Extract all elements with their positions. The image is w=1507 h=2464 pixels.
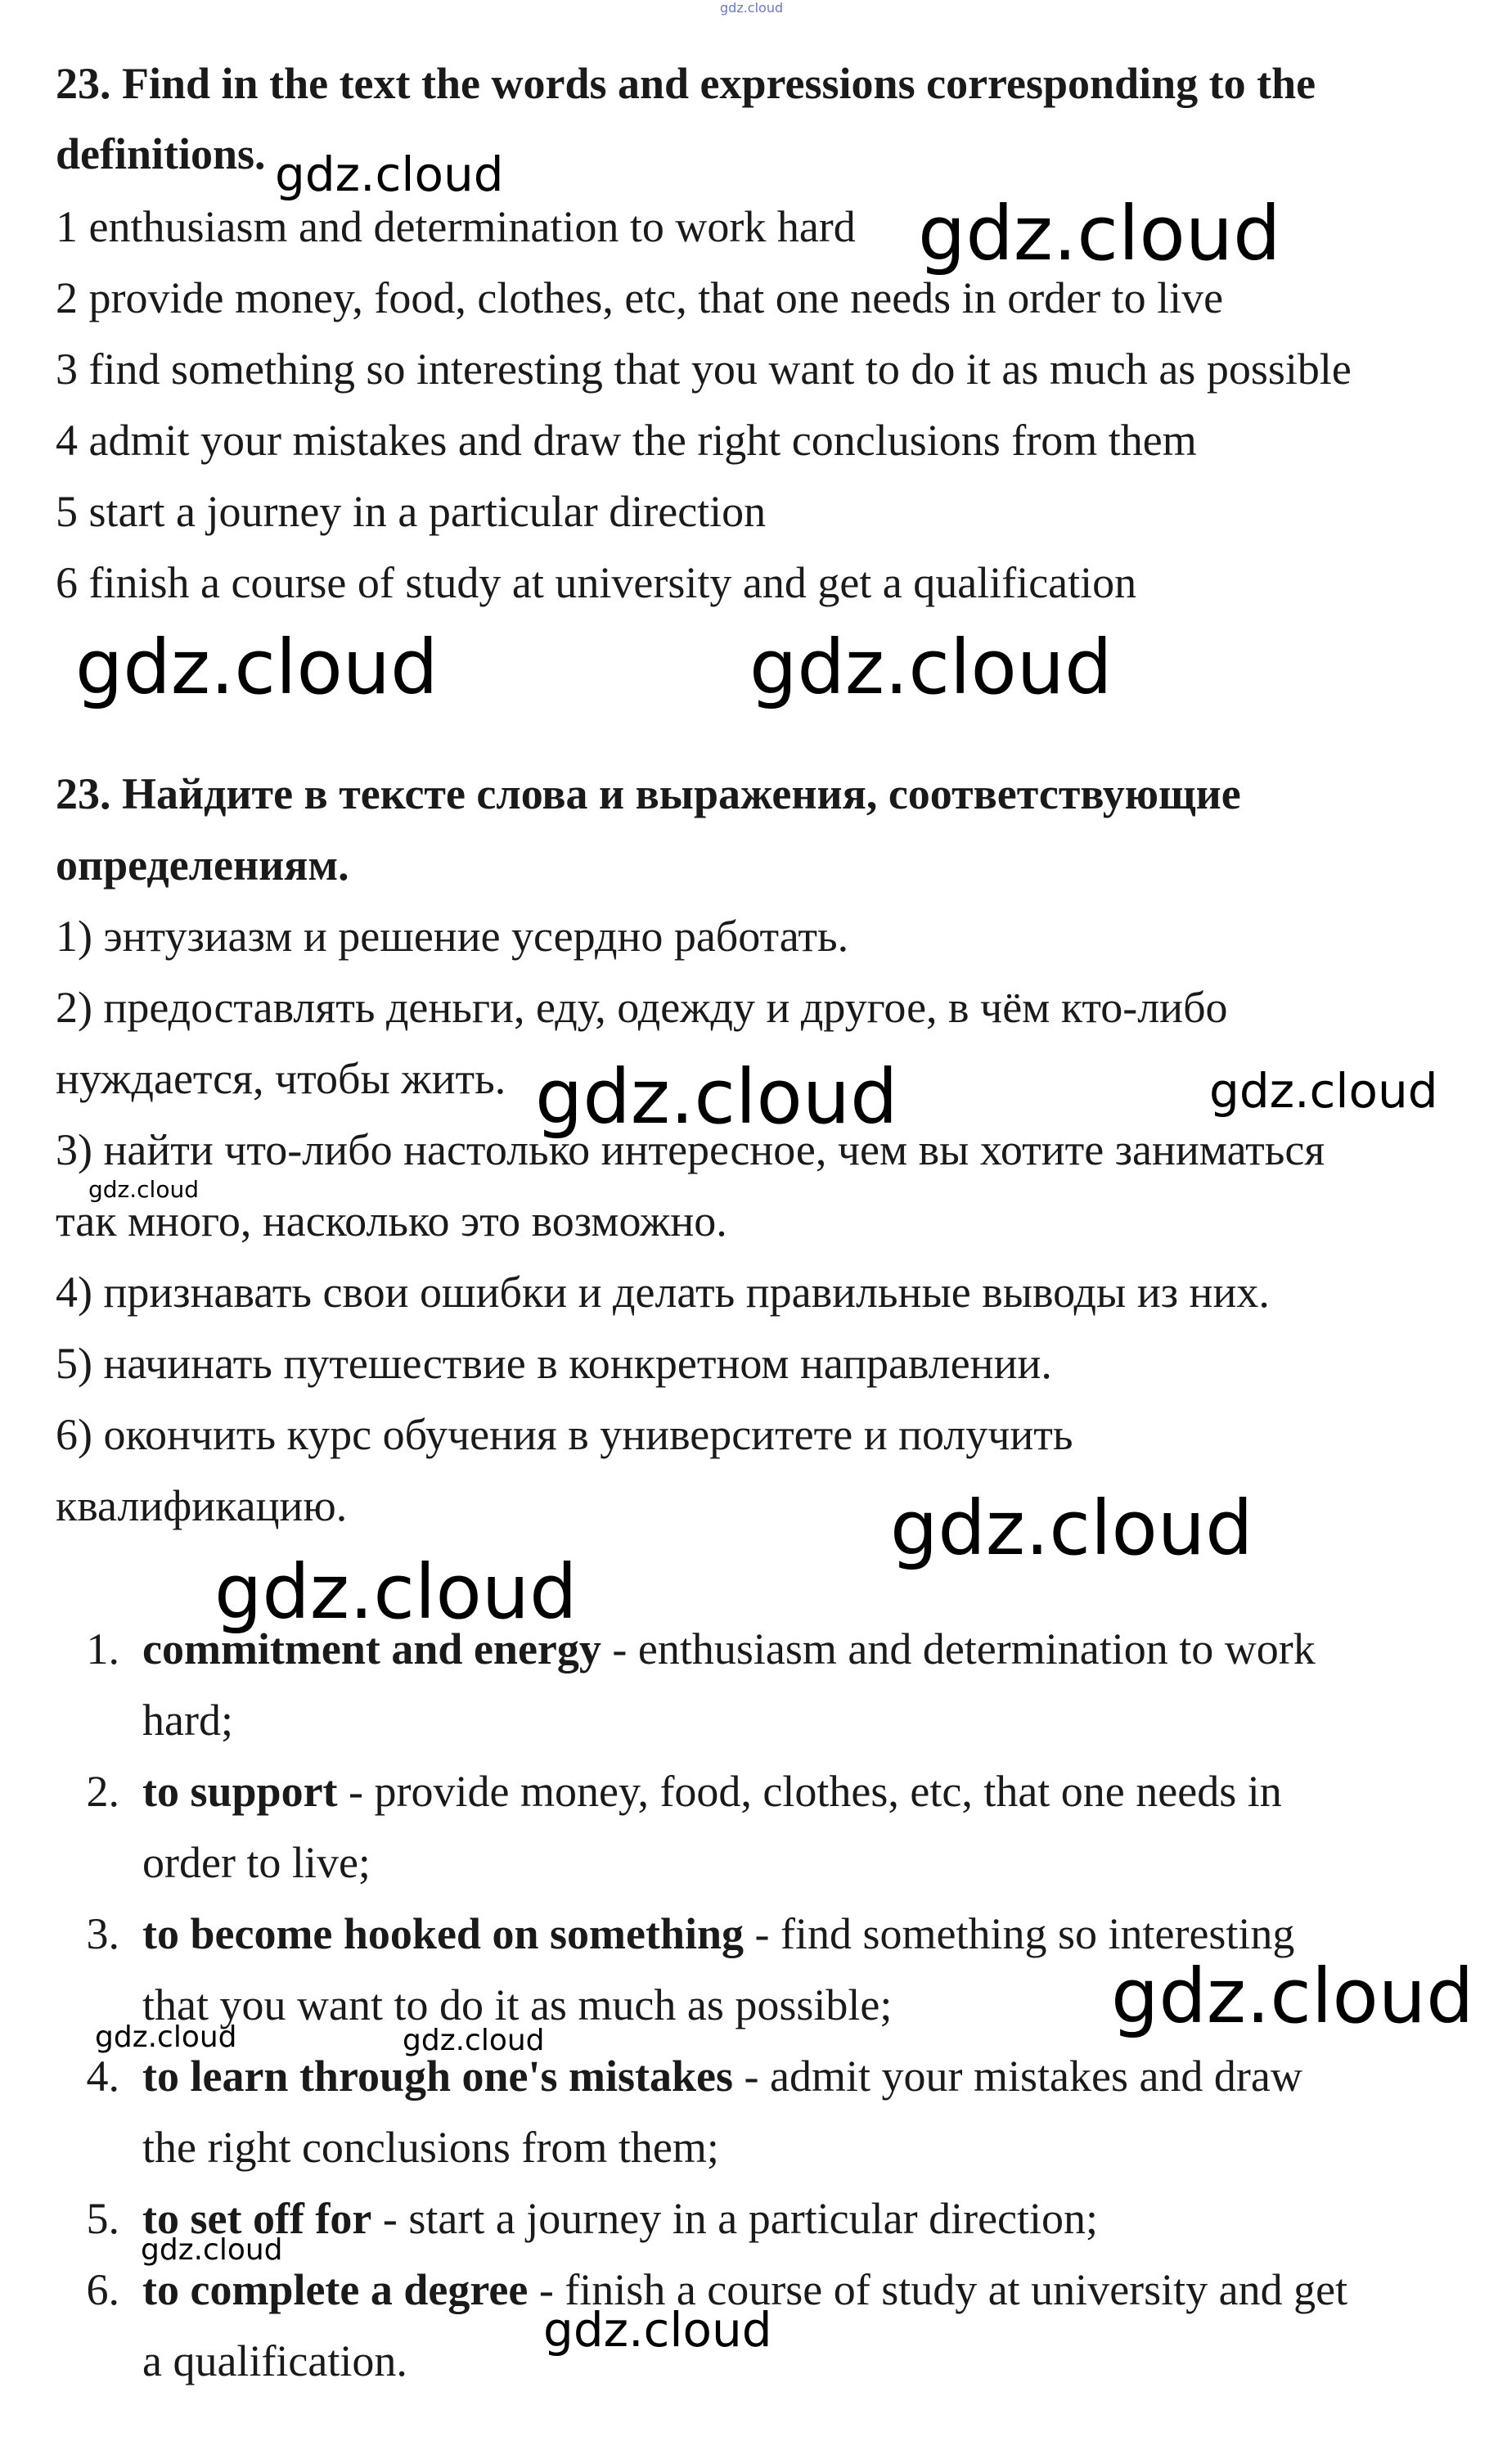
answer-number: 5. bbox=[86, 2194, 119, 2243]
answer-number: 4. bbox=[86, 2052, 119, 2101]
watermark: gdz.cloud bbox=[214, 1548, 578, 1636]
russian-line-2: 2) предоставлять деньги, еду, одежду и другое, в чём кто-либо bbox=[56, 983, 1228, 1032]
answer-separator: - bbox=[744, 1909, 780, 1958]
russian-line-1: 1) энтузиазм и решение усердно работать. bbox=[56, 912, 849, 961]
english-item-2: 2 provide money, food, clothes, etc, that one needs in order to live bbox=[56, 273, 1224, 322]
answer-separator: - bbox=[337, 1767, 375, 1816]
english-heading-line1: 23. Find in the text the words and expressions corresponding to the bbox=[56, 59, 1316, 108]
watermark: gdz.cloud bbox=[141, 2233, 283, 2267]
answer-number: 1. bbox=[86, 1624, 119, 1673]
answer-number: 3. bbox=[86, 1909, 119, 1958]
answer-item-4-line1 bbox=[142, 2052, 1302, 2101]
watermark: gdz.cloud bbox=[1111, 1953, 1474, 2040]
english-item-3: 3 find something so interesting that you want to do it as much as possible bbox=[56, 345, 1352, 394]
answer-term: to set off for bbox=[142, 2194, 372, 2243]
russian-line-4: 3) найти что-либо настолько интересное, чем вы хотите заниматься bbox=[56, 1125, 1325, 1174]
russian-heading-line2: определениям. bbox=[56, 840, 349, 890]
answer-item-3-line1 bbox=[142, 1909, 1294, 1958]
english-heading-line2: definitions. bbox=[56, 129, 266, 178]
answer-item-4-line2: the right conclusions from them; bbox=[142, 2123, 719, 2172]
english-item-4: 4 admit your mistakes and draw the right conclusions from them bbox=[56, 416, 1197, 465]
watermark: gdz.cloud bbox=[535, 1053, 898, 1141]
answer-separator: - bbox=[601, 1624, 638, 1673]
watermark-top: gdz.cloud bbox=[720, 0, 784, 16]
answer-item-1-line2: hard; bbox=[142, 1696, 233, 1745]
answer-definition: find something so interesting bbox=[780, 1909, 1295, 1958]
answer-definition: provide money, food, clothes, etc, that one needs in bbox=[374, 1767, 1282, 1816]
answer-item-6-line2: a qualification. bbox=[142, 2336, 407, 2385]
watermark: gdz.cloud bbox=[75, 624, 439, 711]
russian-line-3: нуждается, чтобы жить. bbox=[56, 1054, 506, 1103]
answer-definition: finish a course of study at university and get bbox=[565, 2265, 1348, 2314]
russian-line-7: 5) начинать путешествие в конкретном направлении. bbox=[56, 1339, 1052, 1388]
watermark: gdz.cloud bbox=[95, 2020, 237, 2054]
answer-item-2-line1 bbox=[142, 1767, 1282, 1816]
russian-line-9: квалификацию. bbox=[56, 1481, 348, 1530]
watermark: gdz.cloud bbox=[749, 624, 1113, 711]
answer-definition: start a journey in a particular direction; bbox=[408, 2194, 1099, 2243]
english-item-1: 1 enthusiasm and determination to work hard bbox=[56, 202, 856, 251]
answer-item-2-line2: order to live; bbox=[142, 1838, 371, 1887]
answer-separator: - bbox=[733, 2052, 771, 2101]
answer-item-5-line1 bbox=[142, 2194, 1098, 2243]
answer-number: 2. bbox=[86, 1767, 119, 1816]
answer-definition: admit your mistakes and draw bbox=[770, 2052, 1302, 2101]
russian-line-5: так много, насколько это возможно. bbox=[56, 1196, 727, 1246]
watermark: gdz.cloud bbox=[88, 1176, 199, 1203]
russian-heading-line1: 23. Найдите в тексте слова и выражения, соответствующие bbox=[56, 769, 1241, 818]
english-item-5: 5 start a journey in a particular direction bbox=[56, 487, 767, 536]
answer-term: to support bbox=[142, 1767, 338, 1816]
answer-separator: - bbox=[371, 2194, 409, 2243]
watermark: gdz.cloud bbox=[890, 1484, 1253, 1572]
answer-term: to become hooked on something bbox=[142, 1909, 745, 1958]
watermark: gdz.cloud bbox=[275, 146, 504, 202]
russian-line-8: 6) окончить курс обучения в университете и получить bbox=[56, 1410, 1073, 1459]
answer-term: to learn through one's mistakes bbox=[142, 2052, 734, 2101]
watermark: gdz.cloud bbox=[1209, 1063, 1438, 1119]
answer-definition: enthusiasm and determination to work bbox=[637, 1624, 1316, 1673]
english-item-6: 6 finish a course of study at university and get a qualification bbox=[56, 558, 1137, 607]
answer-item-3-line2: that you want to do it as much as possible; bbox=[142, 1980, 893, 2029]
watermark: gdz.cloud bbox=[918, 190, 1281, 277]
russian-line-6: 4) признавать свои ошибки и делать правильные выводы из них. bbox=[56, 1268, 1270, 1317]
answer-term: to complete a degree bbox=[142, 2265, 529, 2314]
answer-term: commitment and energy bbox=[142, 1624, 601, 1673]
answer-separator: - bbox=[528, 2265, 565, 2314]
answer-number: 6. bbox=[86, 2265, 119, 2314]
watermark: gdz.cloud bbox=[403, 2024, 545, 2057]
watermark: gdz.cloud bbox=[543, 2302, 772, 2358]
